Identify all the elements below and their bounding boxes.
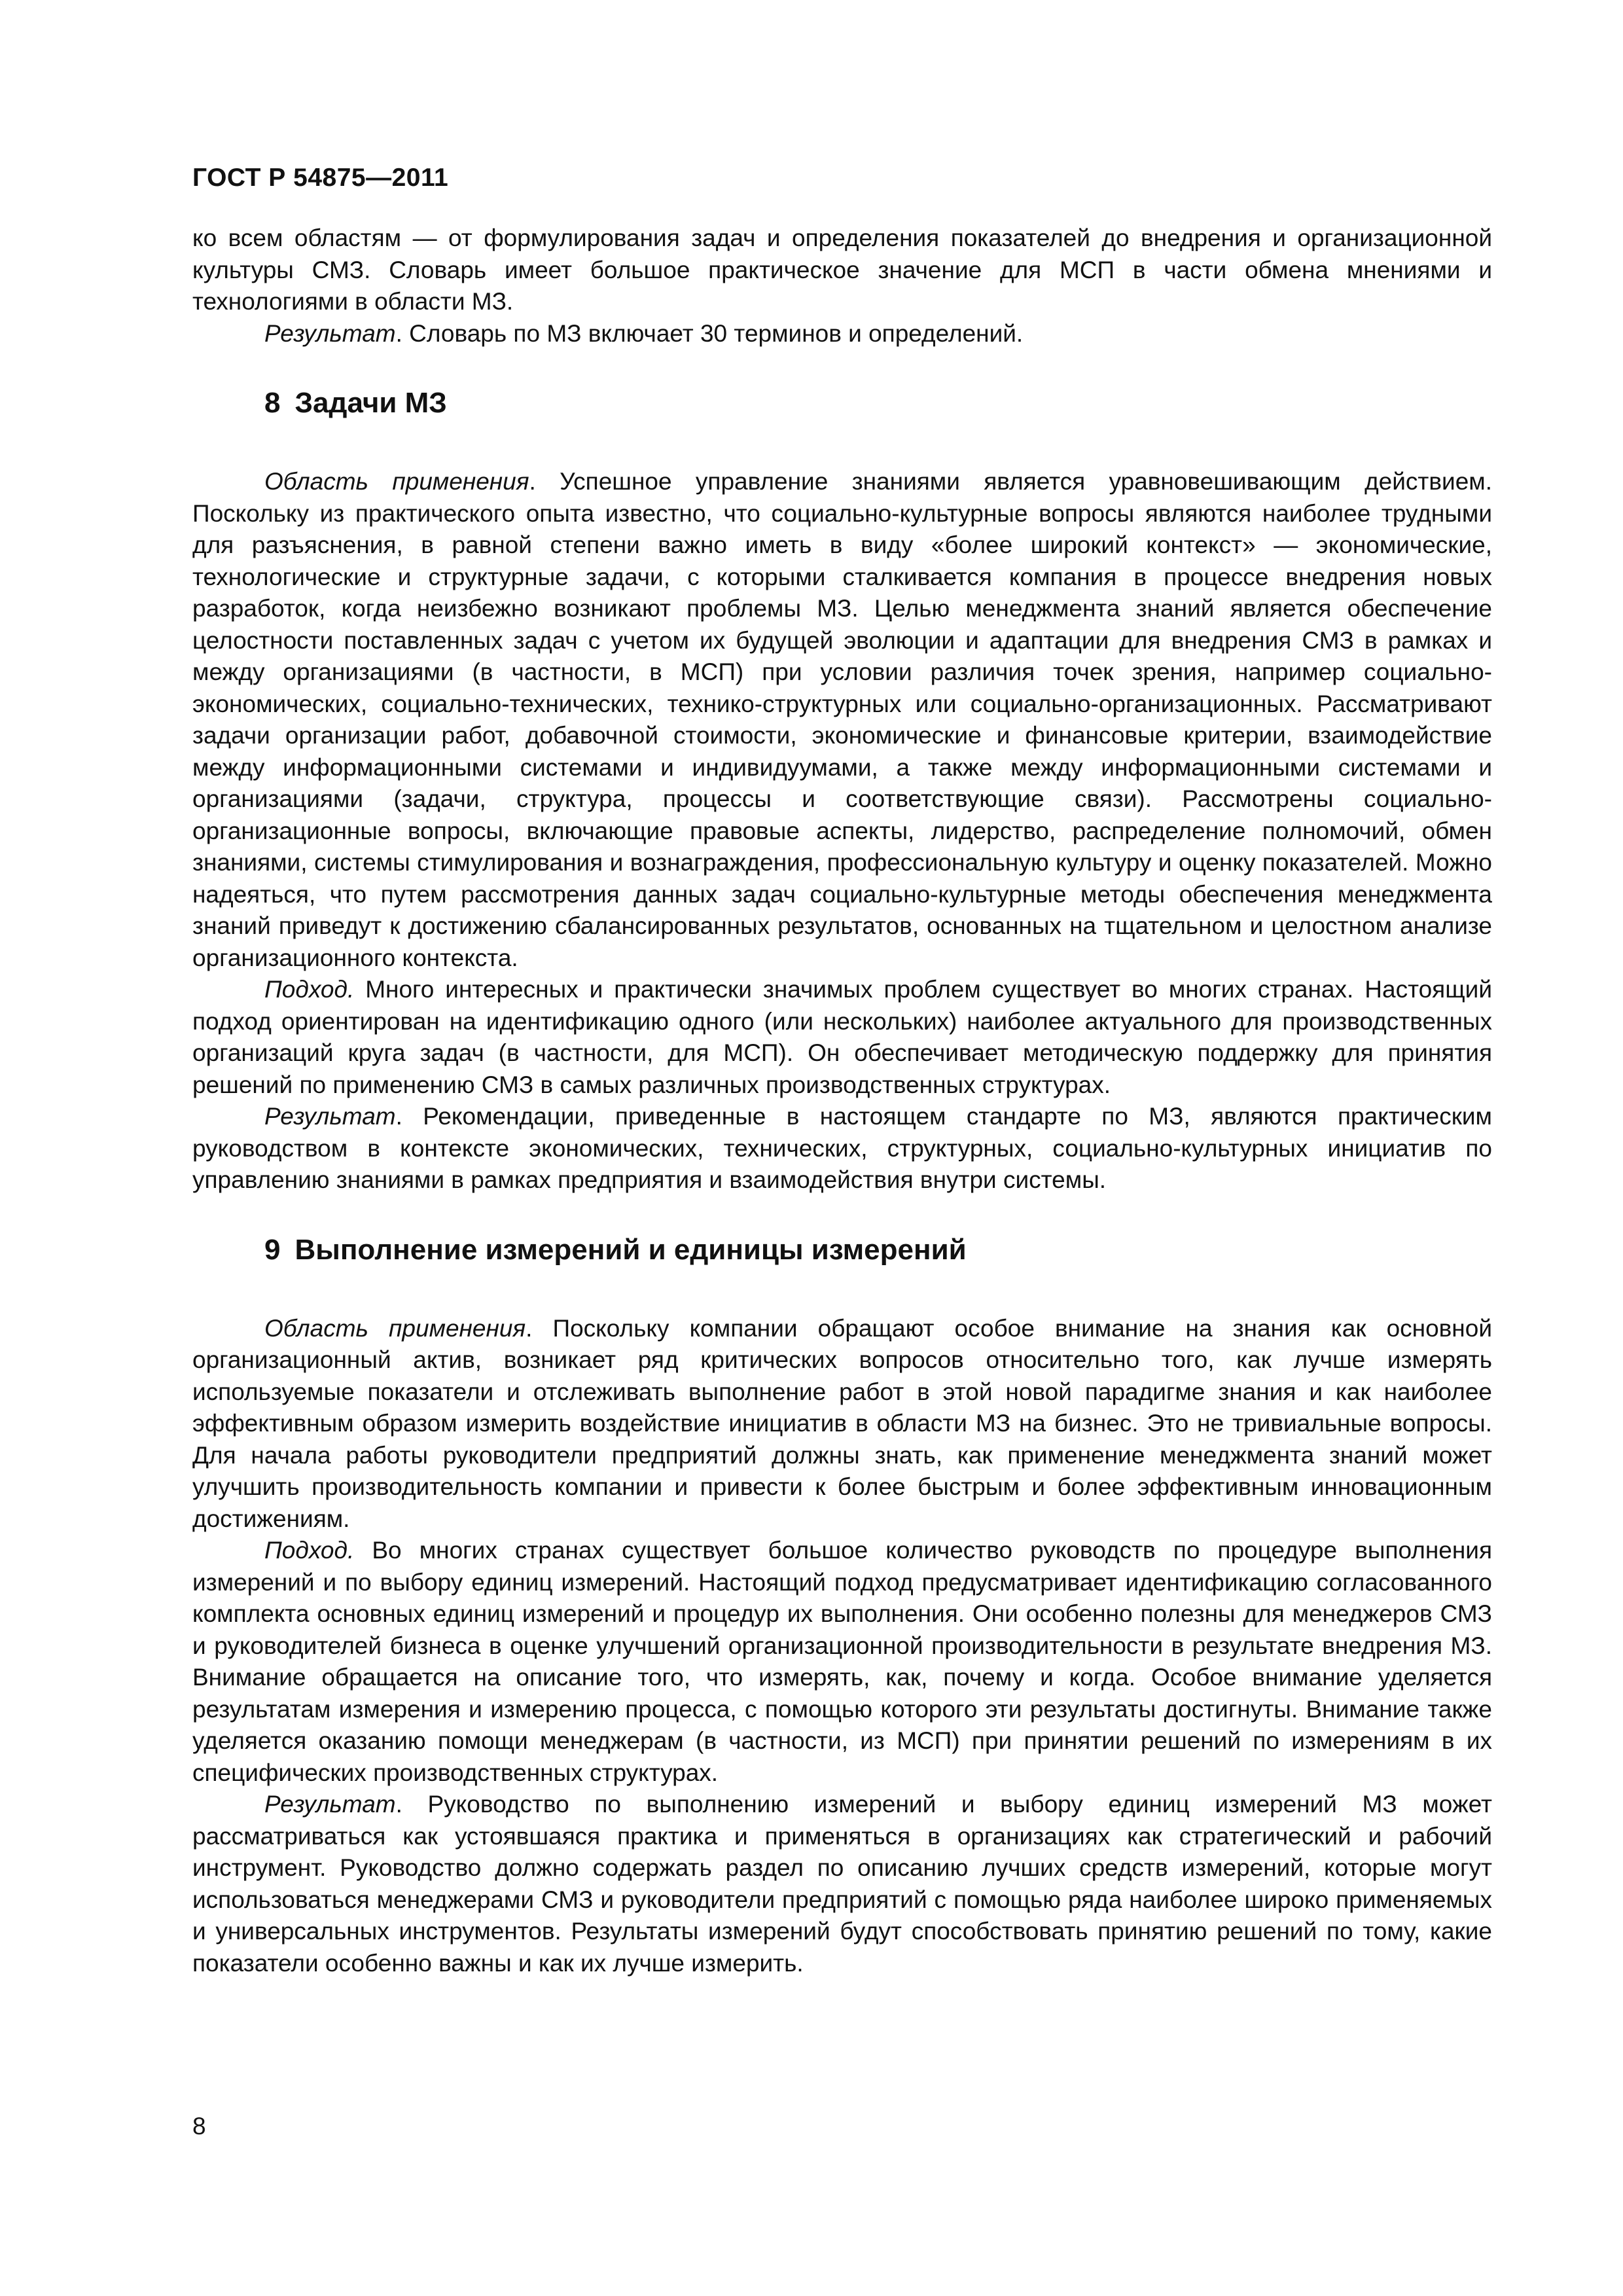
- section-number: 9: [264, 1233, 281, 1266]
- section-title: Выполнение измерений и единицы измерений: [294, 1233, 967, 1266]
- section-9-heading: [192, 1230, 1492, 1270]
- section-title: Задачи МЗ: [294, 387, 447, 419]
- intro-result-paragraph: Результат. Словарь по МЗ включает 30 терминов и определений.: [264, 319, 1024, 347]
- section-9-result-paragraph: Результат. Руководство по выполнению измерений и выбору единиц измерений МЗ может рассматриваться как устоявшаяся практика и применяться в организациях как стратегический и рабочий инструмент. Руководство должно содержать раздел по описанию лучших средств измерений, которые могут использоваться менеджерами СМЗ и руководители предприятий с помощью ряда наиболее широко применяемых и универсальных инструментов. Результаты измерений будут способствовать принятию решений по тому, какие показатели особенно важны и как их лучше измерить.: [192, 1791, 1492, 1977]
- approach-lead: Подход.: [264, 1537, 355, 1564]
- intro-paragraph: ко всем областям — от формулирования задач и определения показателей до внедрения и организационной культуры СМЗ. Словарь имеет большое практическое значение для МСП в части обмена мнениями и технологиями в области МЗ.: [192, 224, 1492, 315]
- result-lead: Результат: [264, 319, 396, 347]
- result-lead: Результат: [264, 1791, 396, 1818]
- document-body: [192, 223, 1492, 1979]
- result-lead: Результат: [264, 1103, 396, 1130]
- section-number: 8: [264, 387, 281, 419]
- document-code: ГОСТ Р 54875—2011: [192, 164, 449, 192]
- section-9-approach-paragraph: Подход. Во многих странах существует большое количество руководств по процедуре выполнения измерений и по выбору единиц измерений. Настоящий подход предусматривает идентификацию согласованного комплекта основных единиц измерений и процедур их выполнения. Они особенно полезны для менеджеров СМЗ и руководителей бизнеса в оценке улучшений организационной производительности в результате внедрения МЗ. Внимание обращается на описание того, что измерять, как, почему и когда. Особое внимание уделяется результатам измерения и измерению процесса, с помощью которого эти результаты достигнуты. Внимание также уделяется оказанию помощи менеджерам (в частности, из МСП) при принятии решений по измерениям в их специфических производственных структурах.: [192, 1537, 1492, 1786]
- approach-lead: Подход.: [264, 976, 355, 1003]
- section-9-scope-paragraph: Область применения. Поскольку компании обращают особое внимание на знания как основной организационный актив, возникает ряд критических вопросов относительно того, как лучше измерять используемые показатели и отслеживать выполнение работ в этой новой парадигме знания и как наиболее эффективным образом измерить воздействие инициатив в области МЗ на бизнес. Это не тривиальные вопросы. Для начала работы руководители предприятий должны знать, как применение менеджмента знаний может улучшить производительность компании и привести к более быстрым и более эффективным инновационным достижениям.: [192, 1314, 1492, 1532]
- section-8-result-paragraph: Результат. Рекомендации, приведенные в настоящем стандарте по МЗ, являются практическим руководством в контексте экономических, технических, структурных, социально-культурных инициатив по управлению знаниями в рамках предприятия и взаимодействия внутри системы.: [192, 1103, 1492, 1193]
- scope-lead: Область применения: [264, 468, 529, 495]
- section-8-approach-paragraph: Подход. Много интересных и практически значимых проблем существует во многих странах. Настоящий подход ориентирован на идентификацию одного (или нескольких) наиболее актуального для производственных организаций круга задач (в частности, для МСП). Он обеспечивает методическую поддержку для принятия решений по применению СМЗ в самых различных производственных структурах.: [192, 976, 1492, 1098]
- scope-lead: Область применения: [264, 1314, 526, 1342]
- section-8-heading: [192, 384, 1492, 423]
- page-number: 8: [192, 2113, 206, 2140]
- document-header: [192, 164, 448, 192]
- section-8-scope-paragraph: Область применения. Успешное управление знаниями является уравновешивающим действием. Поскольку из практического опыта известно, что социально-культурные вопросы являются наиболее трудными для разъяснения, в равной степени важно иметь в виду «более широкий контекст» — экономические, технологические и структурные задачи, с которыми сталкивается компания в процессе внедрения новых разработок, когда неизбежно возникают проблемы МЗ. Целью менеджмента знаний является обеспечение целостности поставленных задач с учетом их будущей эволюции и адаптации для внедрения СМЗ в рамках и между организациями (в частности, в МСП) при условии различия точек зрения, например социально-экономических, социально-технических, технико-структурных или социально-организационных. Рассматривают задачи организации работ, добавочной стоимости, экономические и финансовые критерии, взаимодействие между информационными системами и индивидуумами, а также между информационными системами и организациями (задачи, структура, процессы и соответствующие связи). Рассмотрены социально-организационные вопросы, включающие правовые аспекты, лидерство, распределение полномочий, обмен знаниями, системы стимулирования и вознаграждения, профессиональную культуру и оценку показателей. Можно надеяться, что путем рассмотрения данных задач социально-культурные методы обеспечения менеджмента знаний приведут к достижению сбалансированных результатов, основанных на тщательном и целостном анализе организационного контекста.: [192, 468, 1492, 971]
